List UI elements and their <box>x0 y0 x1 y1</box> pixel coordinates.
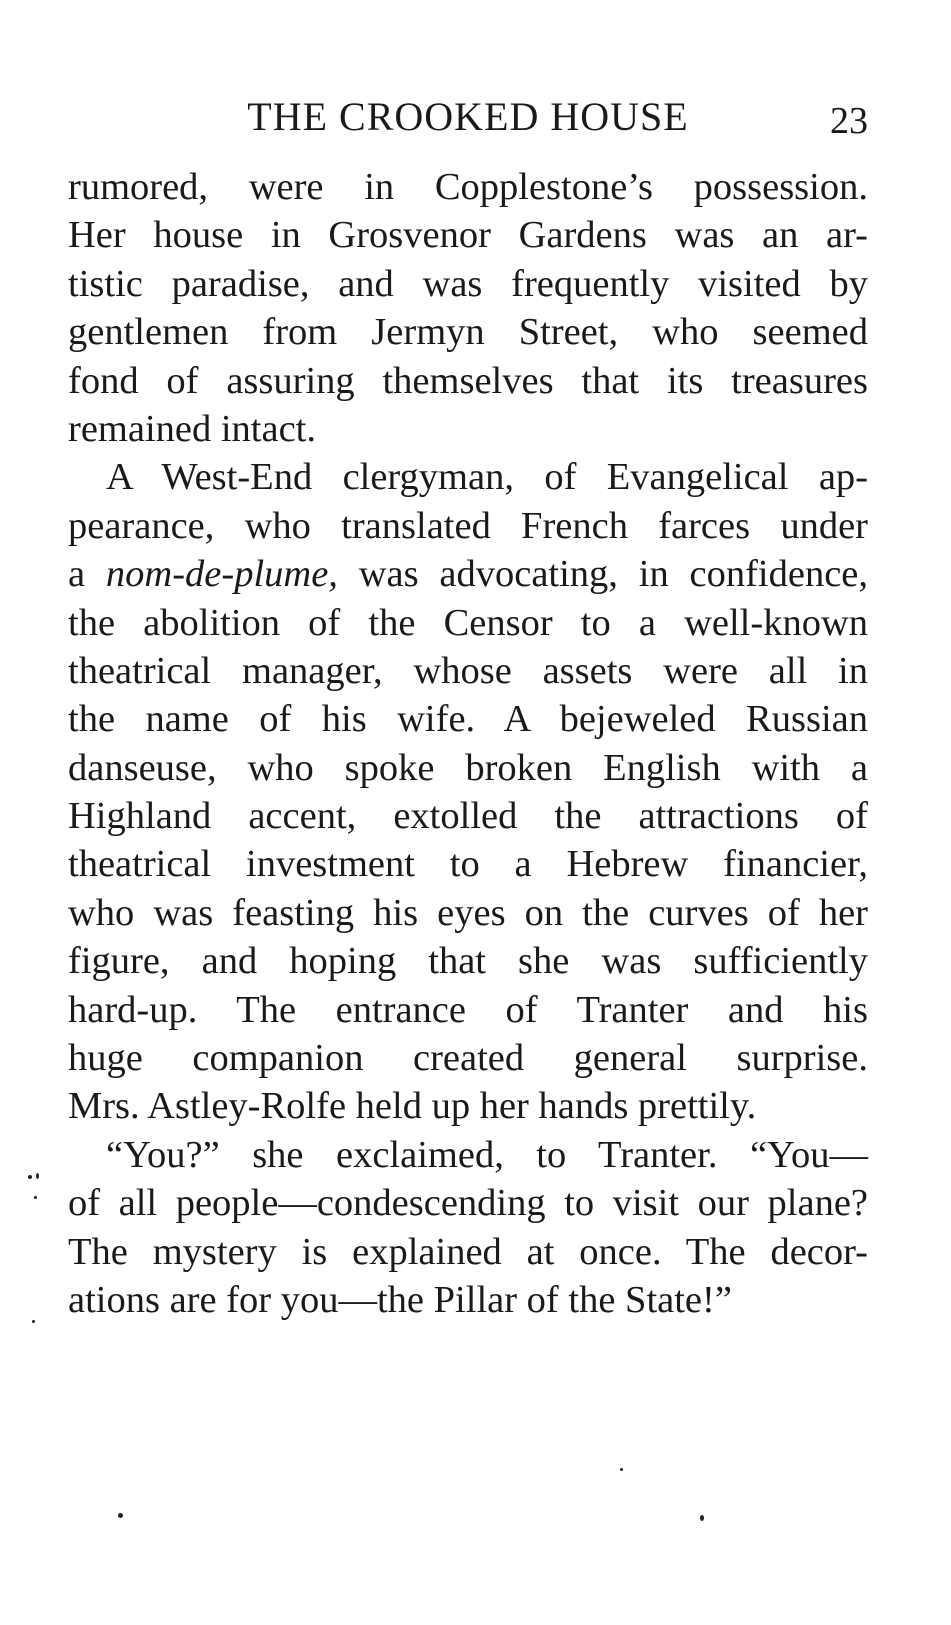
text-line: Mrs. Astley-Rolfe held up her hands prettily. <box>68 1085 757 1128</box>
text-line: pearance, who translated French farces under <box>68 504 868 547</box>
text-line: the abolition of the Censor to a well-known <box>68 601 868 644</box>
paragraph-3 <box>68 1131 868 1325</box>
italic-phrase: nom-de-plume, <box>105 553 338 596</box>
text-line: danseuse, who spoke broken English with a <box>68 746 868 789</box>
text-line: “You?” she exclaimed, to Tranter. “You— <box>106 1133 868 1176</box>
paragraph-1 <box>68 163 868 453</box>
text-line: rumored, were in Copplestone’s possession. <box>68 166 868 208</box>
text-line: of all people—condescending to visit our plane? <box>68 1182 868 1225</box>
text-line: ations are for you—the Pillar of the State!” <box>68 1278 732 1321</box>
text-line: remained intact. <box>68 407 316 450</box>
running-header <box>68 92 868 142</box>
scan-speck <box>32 1320 35 1323</box>
page-number: 23 <box>830 100 868 142</box>
text-line-mixed <box>68 550 868 598</box>
text-line: figure, and hoping that she was sufficiently <box>68 940 868 983</box>
text-line: The mystery is explained at once. The decor- <box>68 1230 868 1273</box>
body-text <box>68 163 868 1324</box>
scan-speck <box>34 1196 37 1199</box>
text-line: fond of assuring themselves that its treasures <box>68 359 868 402</box>
scan-speck <box>700 1515 704 1521</box>
text-line: theatrical manager, whose assets were all in <box>68 649 868 692</box>
scan-speck <box>620 1468 623 1471</box>
text-run: a <box>68 553 106 596</box>
scan-speck <box>28 1175 32 1179</box>
scan-speck <box>36 1173 39 1179</box>
text-line: hard-up. The entrance of Tranter and his <box>68 988 868 1031</box>
text-line: theatrical investment to a Hebrew financier, <box>68 843 868 886</box>
running-title: THE CROOKED HOUSE <box>247 94 689 139</box>
text-line: the name of his wife. A bejeweled Russian <box>68 698 868 741</box>
text-line: who was feasting his eyes on the curves of her <box>68 891 868 934</box>
text-line: gentlemen from Jermyn Street, who seemed <box>68 311 868 354</box>
scan-speck <box>118 1513 123 1518</box>
text-line: tistic paradise, and was frequently visited by <box>68 262 868 305</box>
paragraph-2 <box>68 453 868 1130</box>
text-line: huge companion created general surprise. <box>68 1037 868 1080</box>
text-line: Her house in Grosvenor Gardens was an ar- <box>68 214 868 257</box>
text-line: A West-End clergyman, of Evangelical ap- <box>106 456 868 499</box>
text-run: was advocating, in confidence, <box>337 553 868 596</box>
text-line: Highland accent, extolled the attractions of <box>68 795 868 838</box>
